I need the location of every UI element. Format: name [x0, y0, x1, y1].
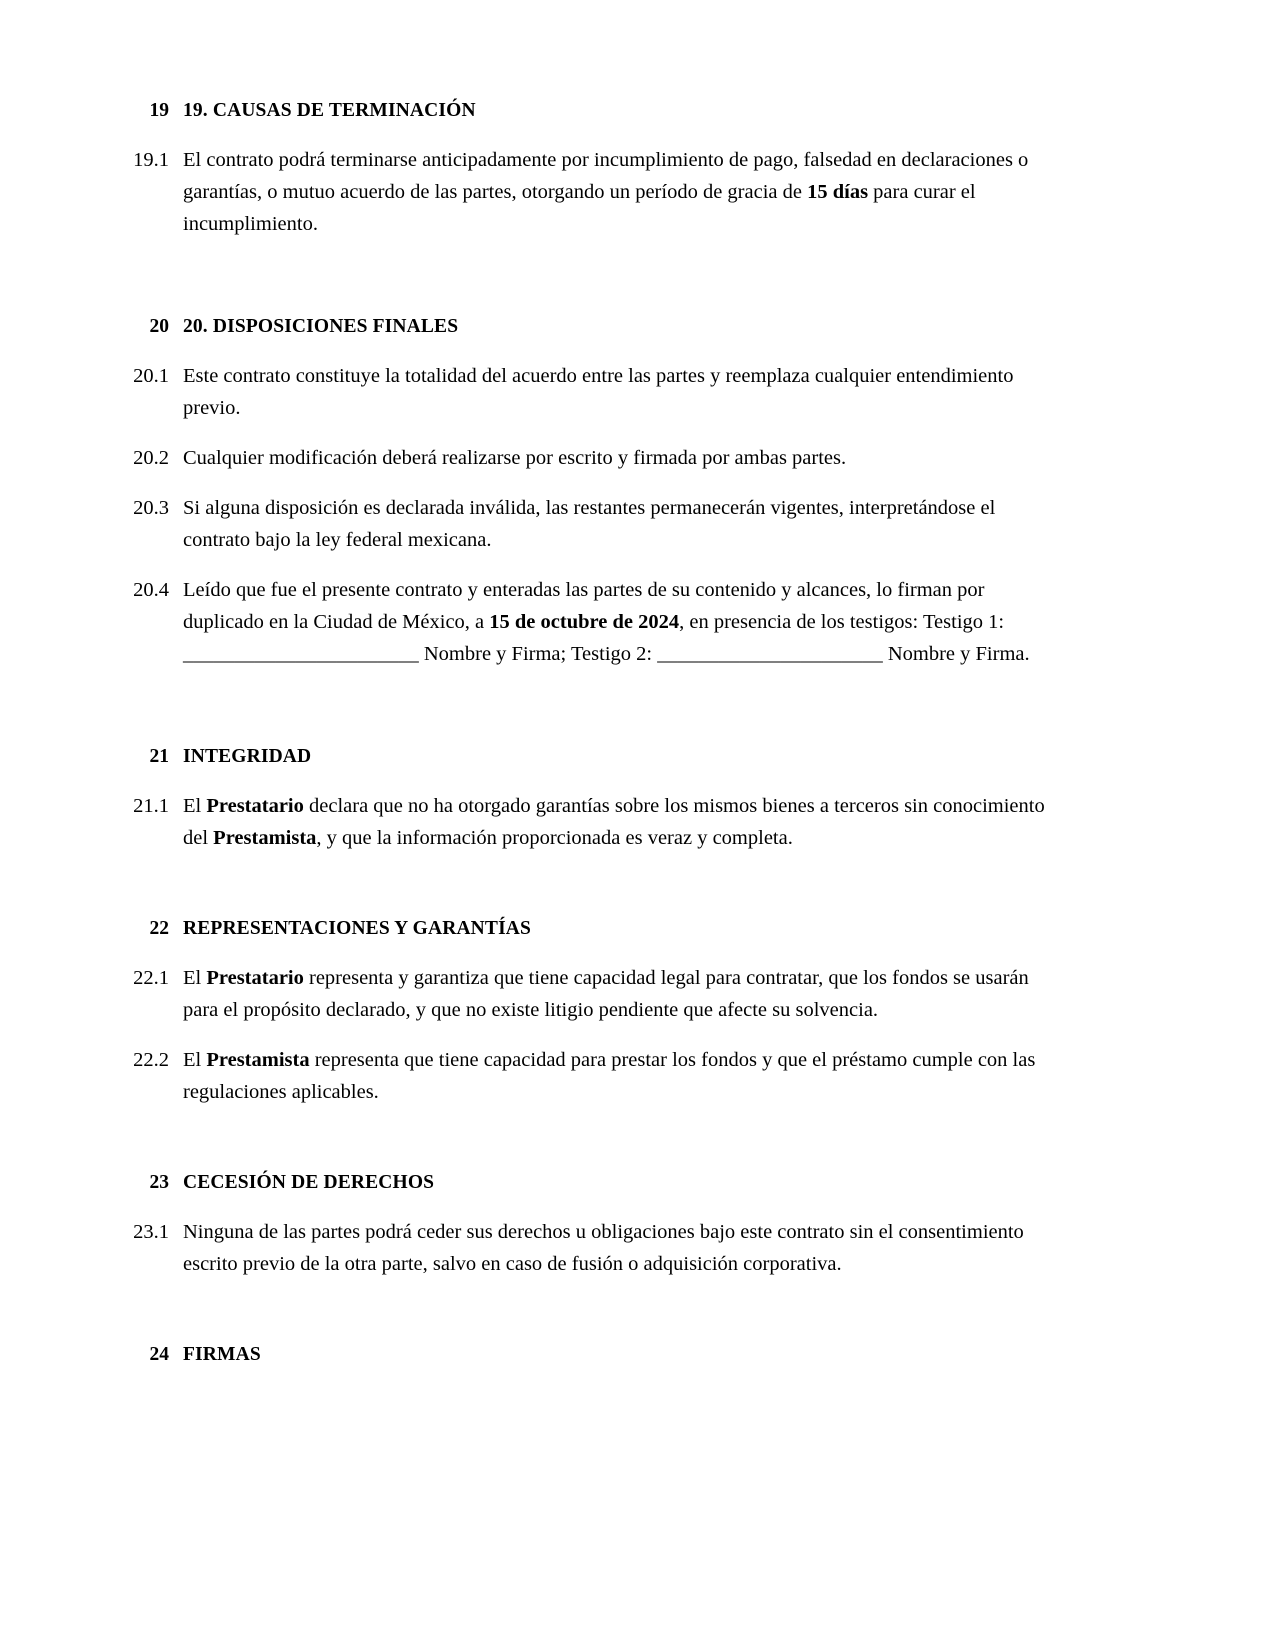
- section-number: 24: [149, 1344, 169, 1365]
- section-spacer: [120, 1108, 1080, 1168]
- clause-number: 20.1: [133, 365, 169, 387]
- section-title: CECESIÓN DE DERECHOS: [183, 1172, 435, 1193]
- clause-text-emphasis: 15 días: [807, 181, 869, 203]
- clause-text-emphasis: Prestamista: [213, 827, 317, 849]
- section-heading: [120, 1340, 1065, 1370]
- section-number: 23: [149, 1172, 169, 1193]
- clause-text-run: declara que no ha otorgado garantías sobre los mismos bienes a terceros sin conocimiento del: [183, 795, 1045, 849]
- section-spacer: [120, 854, 1080, 914]
- clause-text-run: El: [183, 967, 207, 989]
- clause-text: [183, 962, 1065, 1026]
- clause-text: [183, 442, 1065, 474]
- clause-text: [183, 1044, 1065, 1108]
- clause-text-run: representa y garantiza que tiene capacidad legal para contratar, que los fondos se usarán para el propósito declarado, y que no existe litigio pendiente que afecte su solvencia.: [183, 967, 1029, 1021]
- clause: [120, 962, 1065, 1026]
- clause: [120, 144, 1065, 240]
- clause-text: [183, 574, 1065, 670]
- clause-number: 21.1: [133, 795, 169, 817]
- clause-text: [183, 360, 1065, 424]
- clause-number: 22.1: [133, 967, 169, 989]
- section-title: INTEGRIDAD: [183, 746, 312, 767]
- clause: [120, 790, 1065, 854]
- clause-text-run: representa que tiene capacidad para prestar los fondos y que el préstamo cumple con las regulaciones aplicables.: [183, 1049, 1036, 1103]
- clause: [120, 360, 1065, 424]
- clause-text-emphasis: Prestatario: [206, 967, 304, 989]
- clause-text-run: El contrato podrá terminarse anticipadamente por incumplimiento de pago, falsedad en declaraciones o garantías, o mutuo acuerdo de las partes, otorgando un período de gracia de: [183, 149, 1029, 203]
- clause-text-emphasis: 15 de octubre de 2024: [489, 611, 680, 633]
- clause-text-run: , y que la información proporcionada es veraz y completa.: [316, 827, 793, 849]
- clause-text: [183, 1216, 1065, 1280]
- clause-number: 22.2: [133, 1049, 169, 1071]
- section-title: REPRESENTACIONES Y GARANTÍAS: [183, 918, 532, 939]
- clause-number: 20.3: [133, 497, 169, 519]
- clause-text-run: Cualquier modificación deberá realizarse por escrito y firmada por ambas partes.: [183, 447, 847, 469]
- section-spacer: [120, 670, 1080, 742]
- section-spacer: [120, 240, 1080, 312]
- section-title: 20. DISPOSICIONES FINALES: [183, 316, 459, 337]
- clause-text: [183, 492, 1065, 556]
- clause-text-run: Leído que fue el presente contrato y enteradas las partes de su contenido y alcances, lo firman por duplicado en la Ciudad de México, a: [183, 579, 985, 633]
- section-title: FIRMAS: [183, 1344, 261, 1365]
- section-number: 20: [149, 316, 169, 337]
- clause: [120, 492, 1065, 556]
- document-body: [120, 96, 1080, 1370]
- section-number: 19: [149, 100, 169, 121]
- clause: [120, 1044, 1065, 1108]
- section-heading: [120, 96, 1065, 126]
- clause-text-emphasis: Prestatario: [206, 795, 304, 817]
- clause-text-run: para curar el incumplimiento.: [183, 181, 976, 235]
- section-heading: [120, 914, 1065, 944]
- section-spacer: [120, 1280, 1080, 1340]
- clause-number: 20.4: [133, 579, 169, 601]
- section-title: 19. CAUSAS DE TERMINACIÓN: [183, 100, 476, 121]
- clause: [120, 1216, 1065, 1280]
- clause-text-run: El: [183, 795, 207, 817]
- clause-text-run: , en presencia de los testigos: Testigo 1: _______________________ Nombre y Firma; Testigo 2: ______________________ Nombre y Firma.: [183, 611, 1030, 665]
- clause-text-run: Ninguna de las partes podrá ceder sus derechos u obligaciones bajo este contrato sin el consentimiento escrito previo de la otra parte, salvo en caso de fusión o adquisición corporativa.: [183, 1221, 1024, 1275]
- clause: [120, 442, 1065, 474]
- clause: [120, 574, 1065, 670]
- section-heading: [120, 742, 1065, 772]
- section-number: 21: [149, 746, 169, 767]
- clause-number: 19.1: [133, 149, 169, 171]
- clause-text-run: Este contrato constituye la totalidad del acuerdo entre las partes y reemplaza cualquier entendimiento previo.: [183, 365, 1014, 419]
- clause-text-run: El: [183, 1049, 207, 1071]
- section-heading: [120, 312, 1065, 342]
- clause-text: [183, 790, 1065, 854]
- clause-number: 20.2: [133, 447, 169, 469]
- section-number: 22: [149, 918, 169, 939]
- section-heading: [120, 1168, 1065, 1198]
- clause-number: 23.1: [133, 1221, 169, 1243]
- clause-text-run: Si alguna disposición es declarada inválida, las restantes permanecerán vigentes, interpretándose el contrato bajo la ley federal mexicana.: [183, 497, 996, 551]
- clause-text-emphasis: Prestamista: [206, 1049, 310, 1071]
- clause-text: [183, 144, 1065, 240]
